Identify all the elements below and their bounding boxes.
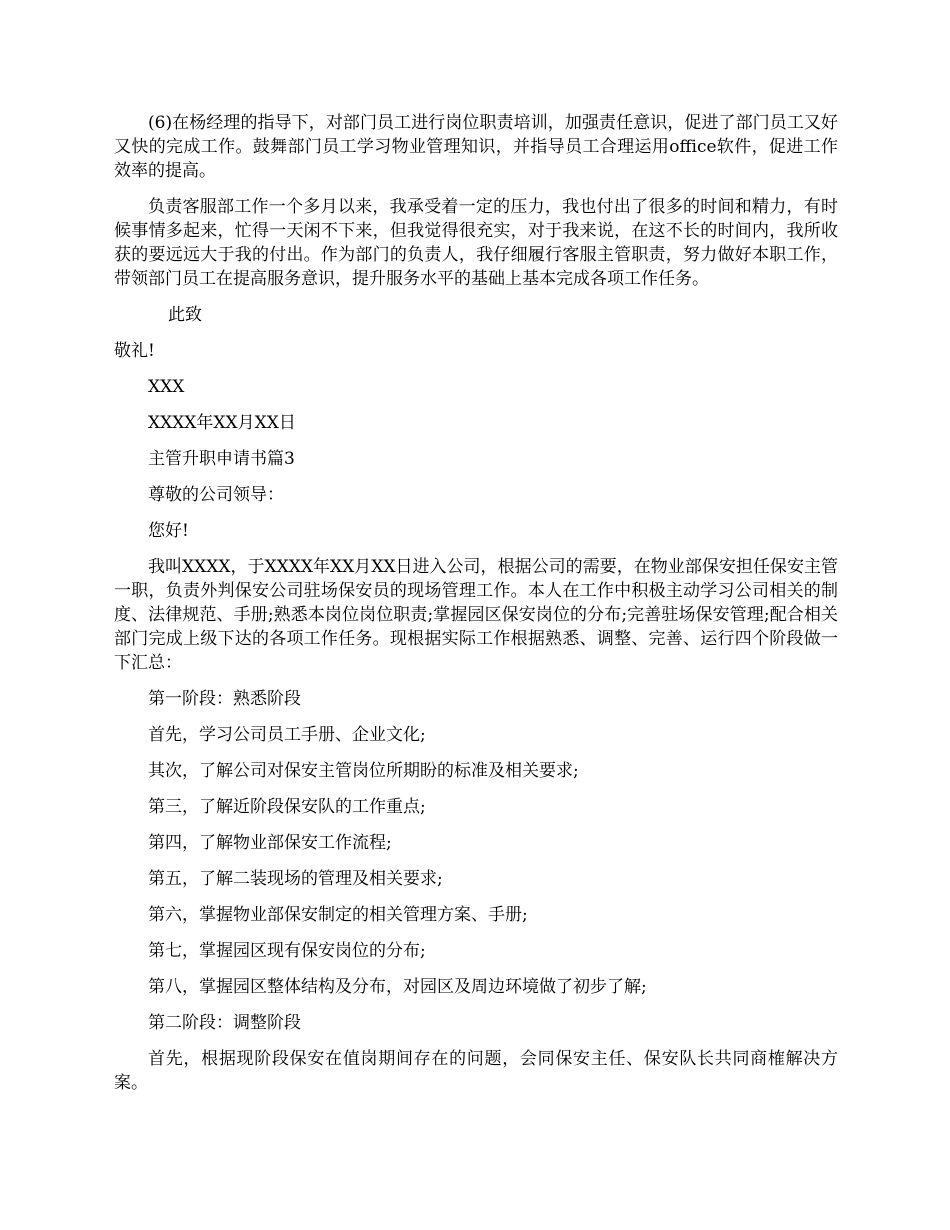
list-item: 第七，掌握园区现有保安岗位的分布; — [148, 941, 426, 961]
paragraph-introduction: 我叫XXXX，于XXXX年XX月XX日进入公司，根据公司的需要，在物业部保安担任保安主管一职，负责外判保安公司驻场保安员的现场管理工作。本人在工作中积极主动学习公司相关的制度、法律规范、手册;熟悉本岗位岗位职责;掌握园区保安岗位的分布;完善驻场保安管理;配合相关部门完成上级下达的各项工作任务。现根据实际工作根据熟悉、调整、完善、运行四个阶段做一下汇总： — [114, 557, 838, 673]
greeting-recipient: 尊敬的公司领导： — [148, 485, 284, 505]
closing-salutation: 此致 — [168, 305, 202, 325]
list-item: 第三，了解近阶段保安队的工作重点; — [148, 797, 426, 817]
list-item: 第四，了解物业部保安工作流程; — [148, 833, 392, 853]
document-body — [114, 111, 838, 1107]
list-item: 首先，学习公司员工手册、企业文化; — [148, 725, 426, 745]
greeting-hello: 您好! — [148, 521, 189, 541]
list-item: 第五，了解二装现场的管理及相关要求; — [148, 869, 443, 889]
stage-two-heading: 第二阶段：调整阶段 — [148, 1013, 301, 1033]
closing-regards: 敬礼! — [114, 341, 155, 361]
section-heading: 主管升职申请书篇3 — [148, 449, 295, 469]
list-item: 首先，根据现阶段保安在值岗期间存在的问题，会同保安主任、保安队长共同商榷解决方案。 — [114, 1049, 838, 1093]
list-item: 第八，掌握园区整体结构及分布，对园区及周边环境做了初步了解; — [148, 977, 647, 997]
stage-one-heading: 第一阶段：熟悉阶段 — [148, 689, 301, 709]
signature-name: XXX — [148, 377, 185, 397]
list-item: 其次，了解公司对保安主管岗位所期盼的标准及相关要求; — [148, 761, 579, 781]
paragraph-summary: 负责客服部工作一个多月以来，我承受着一定的压力，我也付出了很多的时间和精力，有时候事情多起来，忙得一天闲不下来，但我觉得很充实，对于我来说，在这不长的时间内，我所收获的要远远大于我的付出。作为部门的负责人，我仔细履行客服主管职责，努力做好本职工作，带领部门员工在提高服务意识，提升服务水平的基础上基本完成各项工作任务。 — [114, 197, 838, 289]
paragraph-training: (6)在杨经理的指导下，对部门员工进行岗位职责培训，加强责任意识，促进了部门员工又好又快的完成工作。鼓舞部门员工学习物业管理知识，并指导员工合理运用office软件，促进工作效率的提高。 — [114, 113, 838, 181]
list-item: 第六，掌握物业部保安制定的相关管理方案、手册; — [148, 905, 528, 925]
signature-date: XXXX年XX月XX日 — [148, 413, 296, 433]
